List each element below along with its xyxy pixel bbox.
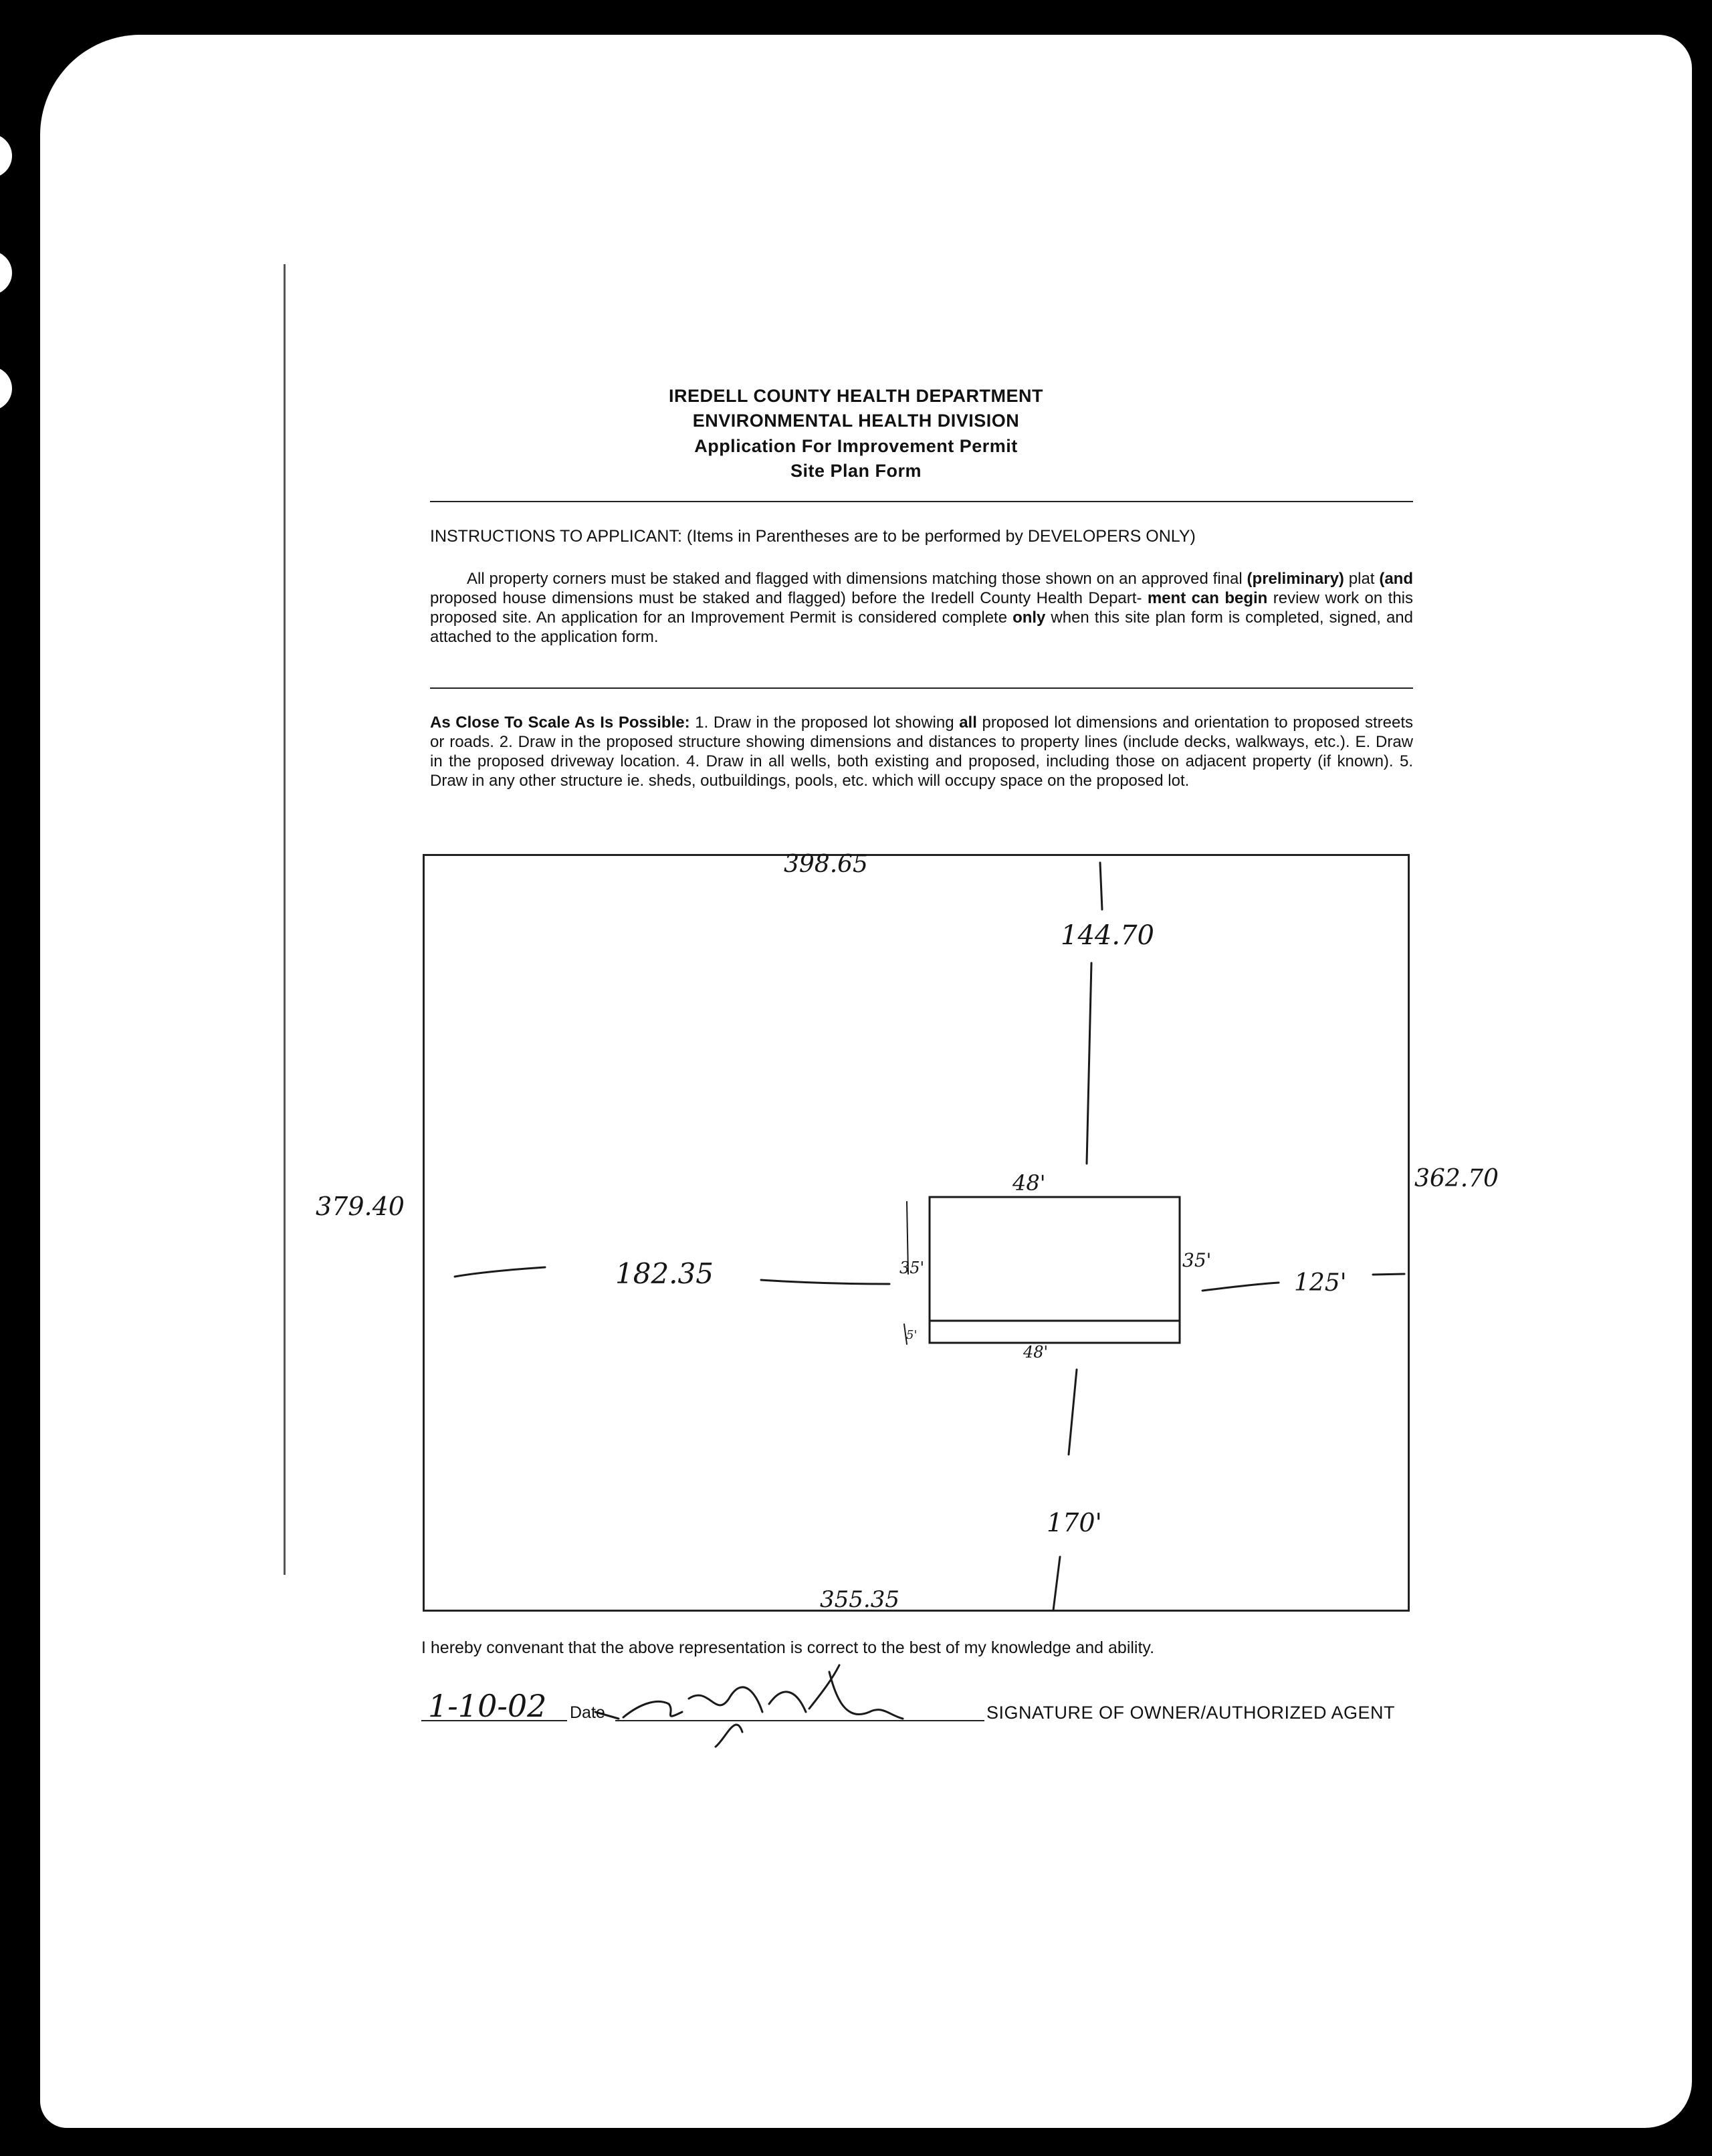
lot-bottom-dimension: 355.35 [820,1586,899,1613]
house-right-dimension: 35' [1182,1249,1212,1271]
scale-instructions-paragraph: As Close To Scale As Is Possible: 1. Draw in the proposed lot showing all proposed lot dimensions and orientation to proposed streets or roads. 2. Draw in the proposed structure showing dimensions and distances to property lines (include decks, walkways, etc.). E. Draw in the proposed driveway location. 4. Draw in all wells, both existing and proposed, including those on adjacent property (if known). 5. Draw in any other structure ie. sheds, outbuildings, pools, etc. which will occupy space on the proposed lot. [430,714,1414,790]
instructions-title: INSTRUCTIONS TO APPLICANT: (Items in Parentheses are to be performed by DEVELOPERS ONLY) [430,527,1196,546]
setback-left-dimension: 182.35 [615,1257,714,1290]
signature-underline [615,1720,984,1721]
house-top-dimension: 48' [1012,1170,1046,1196]
house-left-dimension: 35' [899,1259,925,1277]
setback-top-dimension: 144.70 [1061,920,1154,951]
application-title: Application For Improvement Permit [694,436,1018,456]
house-bottom-dimension: 48' [1023,1343,1049,1362]
porch-depth-dimension: 5' [906,1328,918,1342]
department-title: IREDELL COUNTY HEALTH DEPARTMENT [668,386,1043,406]
date-underline [421,1720,567,1721]
instructions-paragraph: All property corners must be staked and flagged with dimensions matching those shown on an approved final (preliminary) plat (and proposed house dimensions must be staked and flagged) before the Iredell County Health Depart- ment can begin review work on this proposed site. An application for an Improvement Permit is considered complete only when this site plan form is completed, signed, and attached to the application form. [430,570,1414,646]
signature-label: SIGNATURE OF OWNER/AUTHORIZED AGENT [986,1703,1396,1723]
covenant-statement: I hereby convenant that the above representation is correct to the best of my knowledge and ability. [421,1638,1155,1657]
division-title: ENVIRONMENTAL HEALTH DIVISION [692,411,1020,431]
date-value: 1-10-02 [428,1688,547,1724]
lot-left-dimension: 379.40 [316,1192,405,1221]
date-label: Date [570,1703,605,1722]
setback-right-dimension: 125' [1294,1269,1347,1297]
form-title: Site Plan Form [790,461,922,481]
lot-top-dimension: 398.65 [784,851,868,878]
lot-right-dimension: 362.70 [1414,1165,1499,1192]
setback-bottom-dimension: 170' [1047,1508,1102,1537]
